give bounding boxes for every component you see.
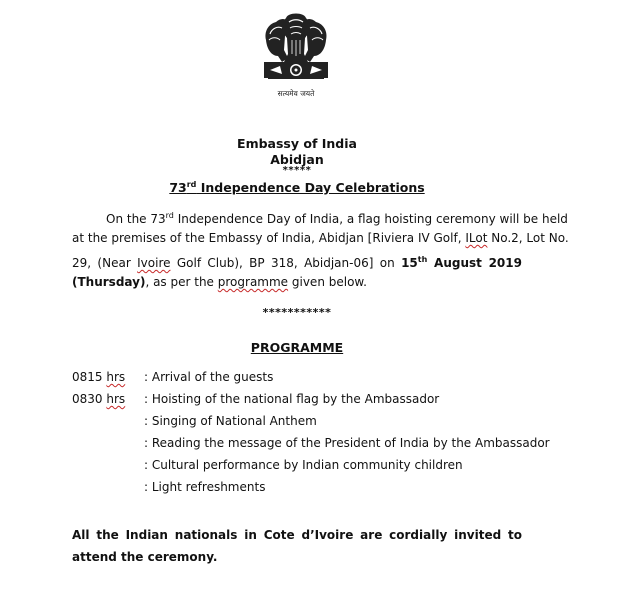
header-stars: ***** [282, 165, 312, 176]
intro-line-2: at the premises of the Embassy of India, Abidjan [Riviera IV Golf, ILot No.2, Lot No. [72, 231, 569, 245]
intro-line-4: (Thursday), as per the programme given below. [72, 275, 367, 289]
separator-stars: *********** [262, 306, 332, 319]
intro-paragraph [72, 205, 569, 293]
emblem-motto: सत्यमेव जयते [277, 89, 315, 98]
programme-time: 0830 hrs [72, 392, 126, 406]
title-text: Independence Day Celebrations [196, 180, 425, 196]
closing-line-1: All the Indian nationals in Cote d’Ivoire are cordially invited to [72, 528, 522, 542]
programme-heading: PROGRAMME [250, 340, 344, 355]
intro-line-3: 29, (Near Ivoire Golf Club), BP 318, Abidjan-06] on 15th August 2019 [72, 255, 522, 270]
programme-activity: : Light refreshments [144, 480, 266, 494]
programme-activity: : Arrival of the guests [144, 370, 274, 384]
closing-invitation [72, 524, 522, 568]
programme-activity: : Hoisting of the national flag by the Ambassador [144, 392, 440, 406]
spellcheck-word: programme [217, 275, 289, 289]
programme-time: 0815 hrs [72, 370, 126, 384]
national-emblem-icon [258, 10, 334, 120]
national-emblem [258, 10, 334, 120]
embassy-city: Abidjan [270, 152, 324, 167]
event-date: 15th August 2019 [401, 255, 522, 270]
spellcheck-word: Ivoire [137, 256, 171, 270]
programme-activity: : Singing of National Anthem [144, 414, 317, 428]
closing-line-2: attend the ceremony. [72, 550, 218, 564]
event-title [0, 180, 594, 195]
intro-line-1: On the 73rd Independence Day of India, a flag hoisting ceremony will be held [106, 211, 568, 226]
title-ordinal-suffix: rd [186, 180, 197, 189]
programme-activity: : Cultural performance by Indian community children [144, 458, 463, 472]
spellcheck-word: ILot [465, 231, 488, 245]
title-ordinal: 73 [169, 180, 187, 196]
programme-activity: : Reading the message of the President of India by the Ambassador [144, 436, 550, 450]
embassy-name: Embassy of India [237, 136, 357, 151]
event-weekday: (Thursday) [72, 275, 146, 289]
